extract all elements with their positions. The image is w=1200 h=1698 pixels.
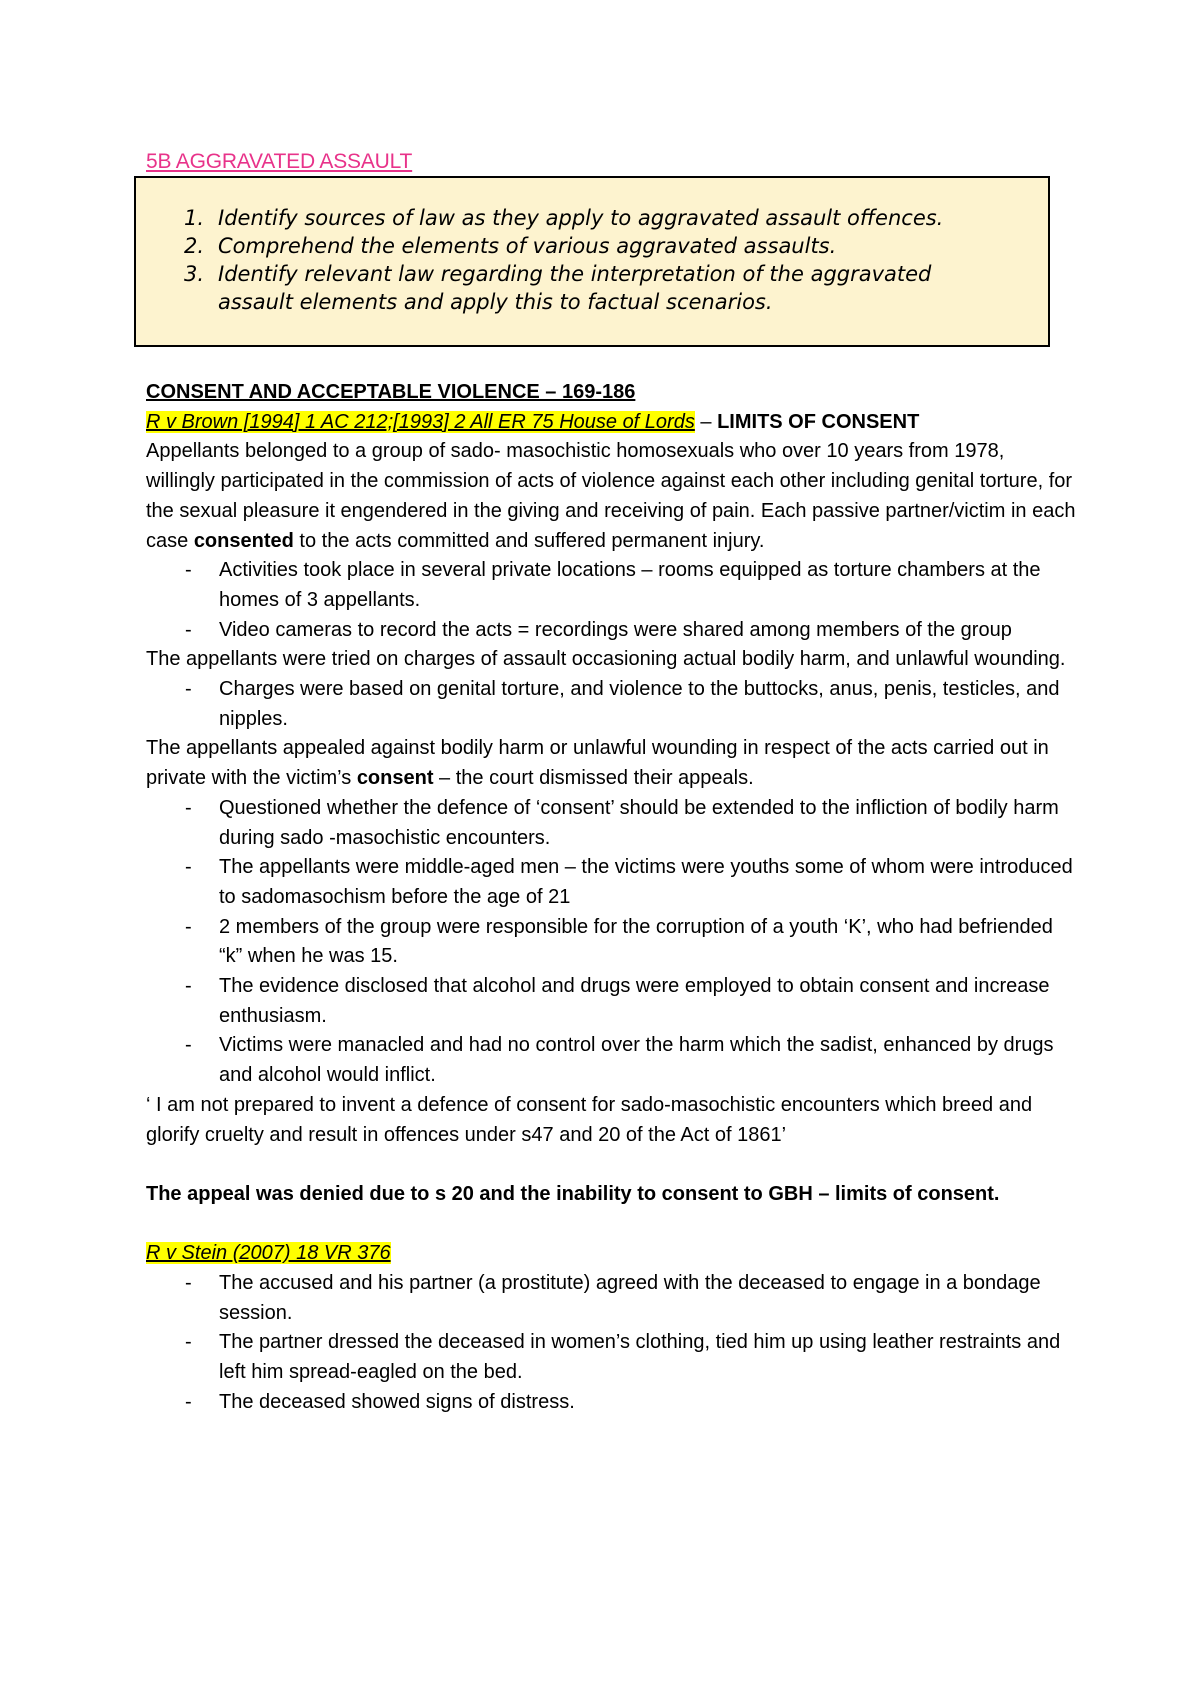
- bullet-text: 2 members of the group were responsible for the corruption of a youth ‘K’, who had befriended “k” when he was 15.: [219, 915, 1053, 968]
- brown-appeal: [146, 734, 1076, 793]
- brown-case-line: [146, 408, 1076, 438]
- brown-bullets-3: [146, 794, 1076, 1091]
- bullet-text: The appellants were middle-aged men – the victims were youths some of whom were introduced to sadomasochism before the age of 21: [219, 856, 1073, 908]
- outcome-text: Comprehend the elements of various aggravated assaults.: [218, 234, 837, 258]
- outcome-text: Identify sources of law as they apply to aggravated assault offences.: [218, 206, 944, 230]
- bullet-text: The deceased showed signs of distress.: [219, 1390, 575, 1413]
- bullet-dash: -: [185, 856, 192, 879]
- learning-outcomes-box: [134, 176, 1050, 347]
- brown-quote: ‘ I am not prepared to invent a defence of consent for sado-masochistic encounters which breed and glorify cruelty and result in offences under s47 and 20 of the Act of 1861’: [146, 1093, 1033, 1146]
- list-item: [146, 616, 1076, 646]
- list-item: [146, 1388, 1076, 1418]
- consent-heading: CONSENT AND ACCEPTABLE VIOLENCE – 169-186: [146, 381, 636, 403]
- bullet-text: Charges were based on genital torture, and violence to the buttocks, anus, penis, testicles, and nipples.: [219, 678, 1060, 730]
- section-heading: 5B AGGRAVATED ASSAULT: [146, 150, 413, 173]
- learning-outcomes-list: [184, 204, 984, 316]
- list-item: [146, 1269, 1076, 1328]
- stein-case-line: [146, 1239, 1076, 1269]
- brown-topic: LIMITS OF CONSENT: [717, 410, 920, 433]
- list-item: [146, 972, 1076, 1031]
- bullet-dash: -: [185, 796, 192, 819]
- spacer: [146, 1150, 1076, 1180]
- bullet-dash: -: [185, 559, 192, 582]
- brown-holding: The appeal was denied due to s 20 and the inability to consent to GBH – limits of consent.: [146, 1182, 1000, 1205]
- brown-bullets-1: [146, 556, 1076, 645]
- outcome-number: 3.: [184, 262, 205, 286]
- list-item: [146, 794, 1076, 853]
- brown-facts-text-end: to the acts committed and suffered permanent injury.: [293, 529, 765, 552]
- spacer: [146, 1210, 1076, 1240]
- bullet-text: The evidence disclosed that alcohol and drugs were employed to obtain consent and increase enthusiasm.: [219, 975, 1050, 1027]
- brown-charges: The appellants were tried on charges of assault occasioning actual bodily harm, and unlawful wounding.: [146, 648, 1066, 671]
- bullet-text: Activities took place in several private locations – rooms equipped as torture chambers at the homes of 3 appellants.: [219, 559, 1041, 611]
- bullet-text: Questioned whether the defence of ‘consent’ should be extended to the infliction of bodily harm during sado -masochistic encounters.: [219, 796, 1059, 849]
- bullet-text: Victims were manacled and had no control over the harm which the sadist, enhanced by drugs and alcohol would inflict.: [219, 1034, 1054, 1087]
- outcome-text: Identify relevant law regarding the interpretation of the aggravated assault elements and apply this to factual scenarios.: [218, 262, 932, 314]
- brown-appeal-text: The appellants appealed against bodily harm or unlawful wounding in respect of the acts carried out in private with the victim’s: [146, 737, 1049, 790]
- list-item: [146, 1328, 1076, 1387]
- bullet-dash: -: [185, 678, 192, 701]
- notes-body: [146, 378, 1076, 1418]
- citation-separator: –: [694, 410, 718, 433]
- outcome-item: [184, 260, 984, 316]
- bullet-text: The accused and his partner (a prostitute) agreed with the deceased to engage in a bondage session.: [219, 1272, 1041, 1324]
- brown-appeal-bold: consent: [356, 767, 434, 790]
- brown-citation: R v Brown [1994] 1 AC 212;[1993] 2 All ER 75 House of Lords: [146, 410, 695, 433]
- outcome-number: 2.: [184, 234, 205, 258]
- outcome-item: [184, 232, 984, 260]
- bullet-dash: -: [185, 618, 192, 641]
- brown-facts: [146, 437, 1076, 556]
- bullet-text: The partner dressed the deceased in women’s clothing, tied him up using leather restraints and left him spread-eagled on the bed.: [219, 1331, 1061, 1384]
- list-item: [146, 1031, 1076, 1090]
- bullet-text: Video cameras to record the acts = recordings were shared among members of the group: [219, 618, 1012, 641]
- brown-appeal-text-end: – the court dismissed their appeals.: [433, 767, 754, 790]
- outcome-number: 1.: [184, 206, 205, 230]
- stein-bullets: [146, 1269, 1076, 1418]
- list-item: [146, 556, 1076, 615]
- brown-bullets-2: [146, 675, 1076, 734]
- bullet-dash: -: [185, 975, 192, 998]
- bullet-dash: -: [185, 915, 192, 938]
- bullet-dash: -: [185, 1390, 192, 1413]
- bullet-dash: -: [185, 1331, 192, 1354]
- outcome-item: [184, 204, 984, 232]
- bullet-dash: -: [185, 1272, 192, 1295]
- list-item: [146, 675, 1076, 734]
- brown-facts-text: Appellants belonged to a group of sado- masochistic homosexuals who over 10 years from 1978, willingly participated in the commission of acts of violence against each other including genital torture, for the sexual pleasure it engendered in the giving and receiving of pain. Each passive partner/victim in each case: [146, 440, 1076, 552]
- stein-citation: R v Stein (2007) 18 VR 376: [146, 1242, 391, 1265]
- brown-facts-bold: consented: [193, 529, 294, 552]
- list-item: [146, 913, 1076, 972]
- bullet-dash: -: [185, 1034, 192, 1057]
- list-item: [146, 853, 1076, 912]
